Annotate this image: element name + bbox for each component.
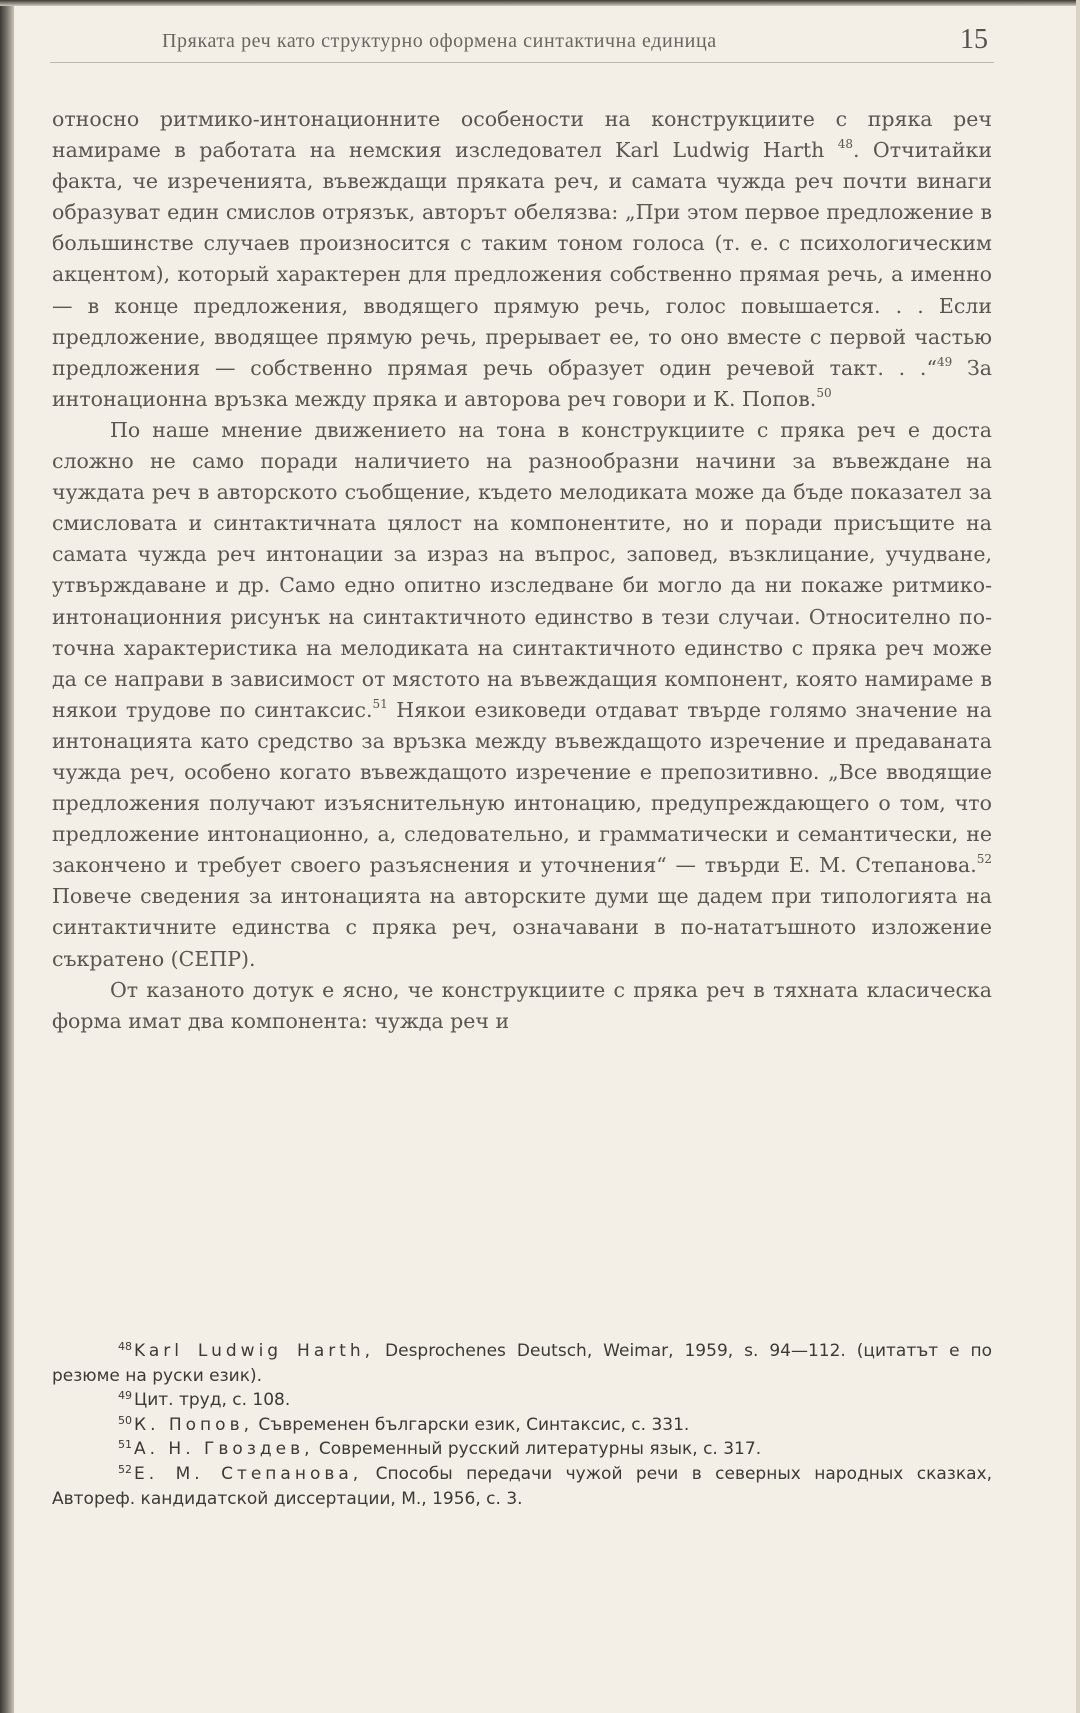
- top-edge: [0, 0, 1080, 6]
- footnote-text: Способы передачи чужой речи в северных народных сказках, Автореф. кандидатской диссертации, М., 1956, с. 3.: [52, 1463, 992, 1509]
- paragraph-2-part-b: Някои езиковеди отдават твърде голямо значение на интонацията като средство за връзка между въвеждащото изречение и предаваната чужда реч, особено когато въвеждащото изречение е препозитивно. „Все вводящие предложения получают изъяснительную интонацию, предупреждающего о том, что предложение интонационно, а, следовательно, и грамматически и семантически, не закончено и требует своего разъяснения и уточнения“ — твърди Е. М. Степанова.: [52, 697, 992, 878]
- footnote-52: [52, 1462, 992, 1511]
- footnote-ref-52: 52: [976, 852, 992, 867]
- main-text: [52, 104, 992, 1037]
- paragraph-3-text: От казаното дотук е ясно, че конструкциите с пряка реч в тяхната класическа форма имат два компонента: чужда реч и: [52, 977, 992, 1033]
- footnote-text: Современный русский литературны язык, с. 317.: [313, 1439, 762, 1460]
- footnote-number: 52: [118, 1462, 132, 1476]
- footnote-author: Karl Ludwig Harth,: [134, 1341, 375, 1361]
- footnote-author: А. Н. Гвоздев,: [134, 1439, 314, 1460]
- right-edge: [1076, 0, 1080, 1713]
- footnote-author: Е. М. Степанова,: [134, 1463, 363, 1484]
- paragraph-1-part-c: За интонационна връзка между пряка и авторова реч говори и К. Попов.: [52, 355, 993, 411]
- footnote-ref-50: 50: [816, 385, 832, 400]
- page-number: 15: [960, 24, 988, 55]
- footnote-text: Desprochenes Deutsch, Weimar, 1959, s. 94—112. (цитатът е по резюме на руски език).: [52, 1341, 993, 1386]
- footnote-number: 49: [118, 1389, 132, 1403]
- paragraph-2-part-a: По наше мнение движението на тона в конструкциите с пряка реч е доста сложно не само поради наличието на разнообразни начини за въвеждане на чуждата реч в авторското съобщение, където мелодиката може да бъде показател за смисловата и синтактичната цялост на компонентите, но и поради присъщите на самата чужда реч интонации за израз на въпрос, заповед, възклицание, учудване, утвърждаване и др. Само едно опитно изследване би могло да ни покаже ритмико-интонационния рисунък на синтактичното единство в тези случаи. Относително по-точна характеристика на мелодиката на синтактичното единство с пряка реч може да се направи в зависимост от мястото на въвеждащия компонент, която намираме в някои трудове по синтаксис.: [52, 417, 992, 722]
- footnote-author: К. Попов,: [134, 1414, 253, 1435]
- binding-edge: [0, 0, 14, 1713]
- footnote-50: [52, 1413, 992, 1438]
- page-header: [50, 22, 994, 63]
- footnote-text: Цит. труд, с. 108.: [134, 1390, 291, 1411]
- footnote-49: [52, 1388, 992, 1413]
- paragraph-3: [52, 975, 992, 1037]
- paragraph-2-part-c: Повече сведения за интонацията на авторските думи ще дадем при типологията на синтактичните единства с пряка реч, означавани в по-нататъшното изложение съкратено (СЕПР).: [52, 884, 992, 971]
- running-head: Пряката реч като структурно оформена синтактична единица: [162, 30, 717, 52]
- footnote-ref-49: 49: [936, 354, 953, 369]
- footnote-ref-48: 48: [837, 137, 854, 152]
- footnotes: [52, 1339, 992, 1511]
- paragraph-2: [52, 415, 992, 975]
- paragraph-1-part-b: . Отчитайки факта, че изреченията, въвеждащи пряката реч, и самата чужда реч почти винаги образуват един смислов отрязък, авторът обелязва: „При этом первое предложение в большинстве случаев произносится с таким тоном голоса (т. е. с психологическим акцентом), который характерен для предложения собственно прямая речь, а именно — в конце предложения, вводящего прямую речь, голос повышается. . . Если предложение, вводящее прямую речь, прерывает ее, то оно вместе с первой частью предложения — собственно прямая речь образует один речевой такт. . .“: [52, 138, 992, 380]
- footnote-51: [52, 1437, 992, 1462]
- footnote-number: 48: [118, 1340, 132, 1353]
- footnote-text: Съвременен български език, Синтаксис, с. 331.: [253, 1414, 690, 1435]
- footnote-number: 50: [118, 1413, 132, 1427]
- footnote-48: [52, 1339, 992, 1388]
- footnote-number: 51: [118, 1438, 132, 1452]
- paragraph-1: [52, 104, 992, 415]
- footnote-ref-51: 51: [372, 696, 388, 711]
- paragraph-1-part-a: относно ритмико-интонационните особености на конструкциите с пряка реч намираме в работата на немския изследовател Karl Ludwig Harth: [52, 107, 992, 163]
